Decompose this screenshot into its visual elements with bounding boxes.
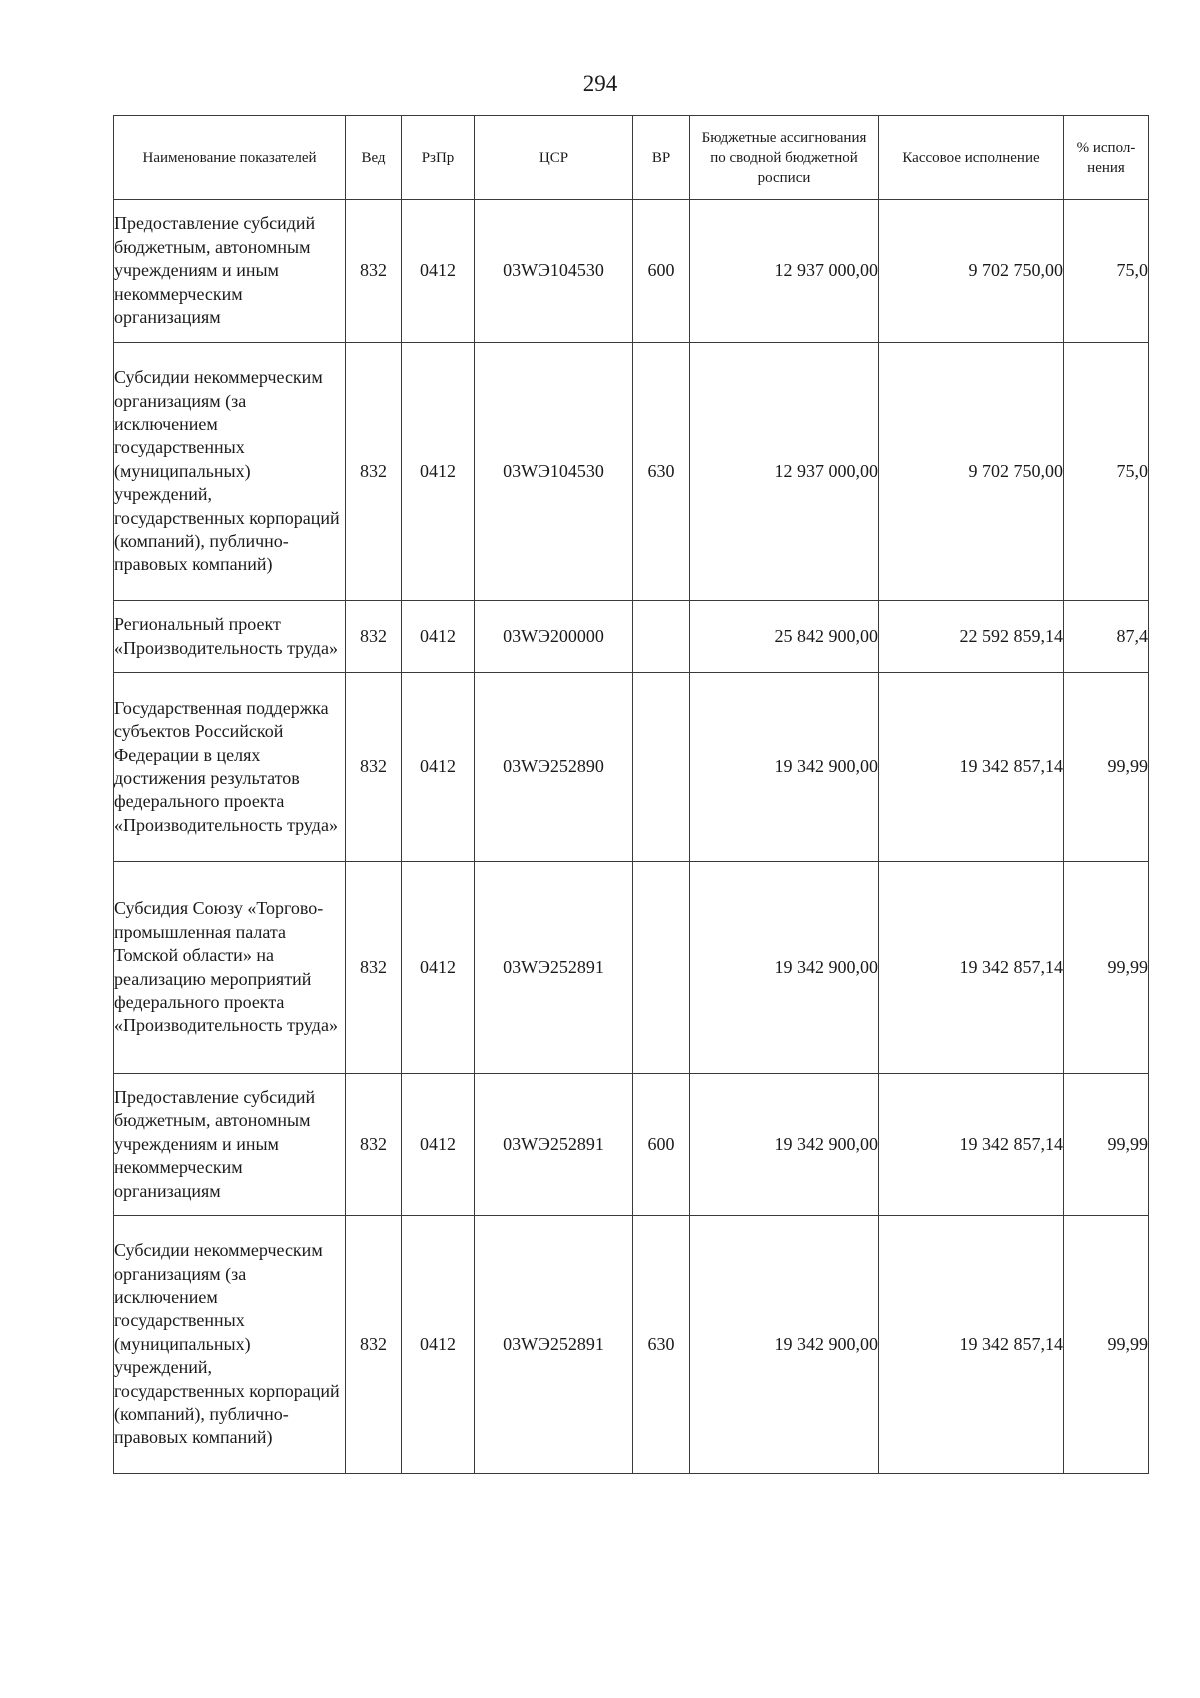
table-row [114, 343, 1149, 601]
cell-csr: 03WЭ252891 [475, 862, 633, 1074]
cell-csr: 03WЭ252891 [475, 1074, 633, 1216]
cell-cash-execution: 19 342 857,14 [879, 1216, 1064, 1474]
cell-ved: 832 [346, 862, 402, 1074]
table-row [114, 1074, 1149, 1216]
cell-csr: 03WЭ200000 [475, 601, 633, 673]
cell-execution-percent: 99,99 [1064, 862, 1149, 1074]
cell-ved: 832 [346, 1074, 402, 1216]
cell-name: Предоставление субсидий бюджетным, автономным учреждениям и иным некоммерческим организациям [114, 1074, 346, 1216]
table-row [114, 601, 1149, 673]
cell-vr: 600 [633, 1074, 690, 1216]
table-row [114, 1216, 1149, 1474]
cell-vr [633, 673, 690, 862]
cell-rzpr: 0412 [402, 601, 475, 673]
page-number: 294 [582, 71, 618, 96]
header-cash-execution: Кассовое исполнение [879, 116, 1064, 200]
table-row [114, 862, 1149, 1074]
cell-vr [633, 862, 690, 1074]
header-ved: Вед [346, 116, 402, 200]
cell-execution-percent: 99,99 [1064, 673, 1149, 862]
cell-csr: 03WЭ104530 [475, 200, 633, 343]
cell-assignments: 19 342 900,00 [690, 673, 879, 862]
cell-rzpr: 0412 [402, 343, 475, 601]
cell-execution-percent: 75,0 [1064, 343, 1149, 601]
cell-csr: 03WЭ252890 [475, 673, 633, 862]
header-name: Наименование показателей [114, 116, 346, 200]
cell-ved: 832 [346, 673, 402, 862]
cell-name: Государственная поддержка субъектов Российской Федерации в целях достижения результатов федерального проекта «Производительность труда» [114, 673, 346, 862]
cell-cash-execution: 22 592 859,14 [879, 601, 1064, 673]
cell-vr: 630 [633, 343, 690, 601]
header-rzpr: РзПр [402, 116, 475, 200]
cell-assignments: 19 342 900,00 [690, 1074, 879, 1216]
cell-name: Субсидия Союзу «Торгово-промышленная палата Томской области» на реализацию мероприятий федерального проекта «Производительность труда» [114, 862, 346, 1074]
cell-rzpr: 0412 [402, 200, 475, 343]
header-execution-percent: % испол-нения [1064, 116, 1149, 200]
cell-ved: 832 [346, 343, 402, 601]
header-vr: ВР [633, 116, 690, 200]
cell-cash-execution: 19 342 857,14 [879, 673, 1064, 862]
table-header-row [114, 116, 1149, 200]
cell-name: Предоставление субсидий бюджетным, автономным учреждениям и иным некоммерческим организациям [114, 200, 346, 343]
cell-assignments: 12 937 000,00 [690, 200, 879, 343]
cell-cash-execution: 9 702 750,00 [879, 343, 1064, 601]
cell-execution-percent: 87,4 [1064, 601, 1149, 673]
cell-ved: 832 [346, 1216, 402, 1474]
cell-cash-execution: 19 342 857,14 [879, 862, 1064, 1074]
cell-execution-percent: 75,0 [1064, 200, 1149, 343]
cell-ved: 832 [346, 601, 402, 673]
cell-rzpr: 0412 [402, 673, 475, 862]
cell-rzpr: 0412 [402, 862, 475, 1074]
cell-name: Субсидии некоммерческим организациям (за исключением государственных (муниципальных) учреждений, государственных корпораций (компаний), публично-правовых компаний) [114, 1216, 346, 1474]
cell-ved: 832 [346, 200, 402, 343]
header-assignments: Бюджетные ассигнования по сводной бюджетной росписи [690, 116, 879, 200]
cell-assignments: 19 342 900,00 [690, 1216, 879, 1474]
table-row [114, 200, 1149, 343]
cell-csr: 03WЭ104530 [475, 343, 633, 601]
cell-rzpr: 0412 [402, 1216, 475, 1474]
cell-execution-percent: 99,99 [1064, 1074, 1149, 1216]
cell-cash-execution: 19 342 857,14 [879, 1074, 1064, 1216]
cell-vr [633, 601, 690, 673]
cell-execution-percent: 99,99 [1064, 1216, 1149, 1474]
cell-vr: 630 [633, 1216, 690, 1474]
cell-assignments: 25 842 900,00 [690, 601, 879, 673]
cell-name: Региональный проект «Производительность труда» [114, 601, 346, 673]
cell-csr: 03WЭ252891 [475, 1216, 633, 1474]
cell-assignments: 19 342 900,00 [690, 862, 879, 1074]
table-row [114, 673, 1149, 862]
header-csr: ЦСР [475, 116, 633, 200]
cell-vr: 600 [633, 200, 690, 343]
cell-name: Субсидии некоммерческим организациям (за исключением государственных (муниципальных) учреждений, государственных корпораций (компаний), публично-правовых компаний) [114, 343, 346, 601]
cell-assignments: 12 937 000,00 [690, 343, 879, 601]
budget-execution-table [113, 115, 1149, 1474]
cell-rzpr: 0412 [402, 1074, 475, 1216]
cell-cash-execution: 9 702 750,00 [879, 200, 1064, 343]
